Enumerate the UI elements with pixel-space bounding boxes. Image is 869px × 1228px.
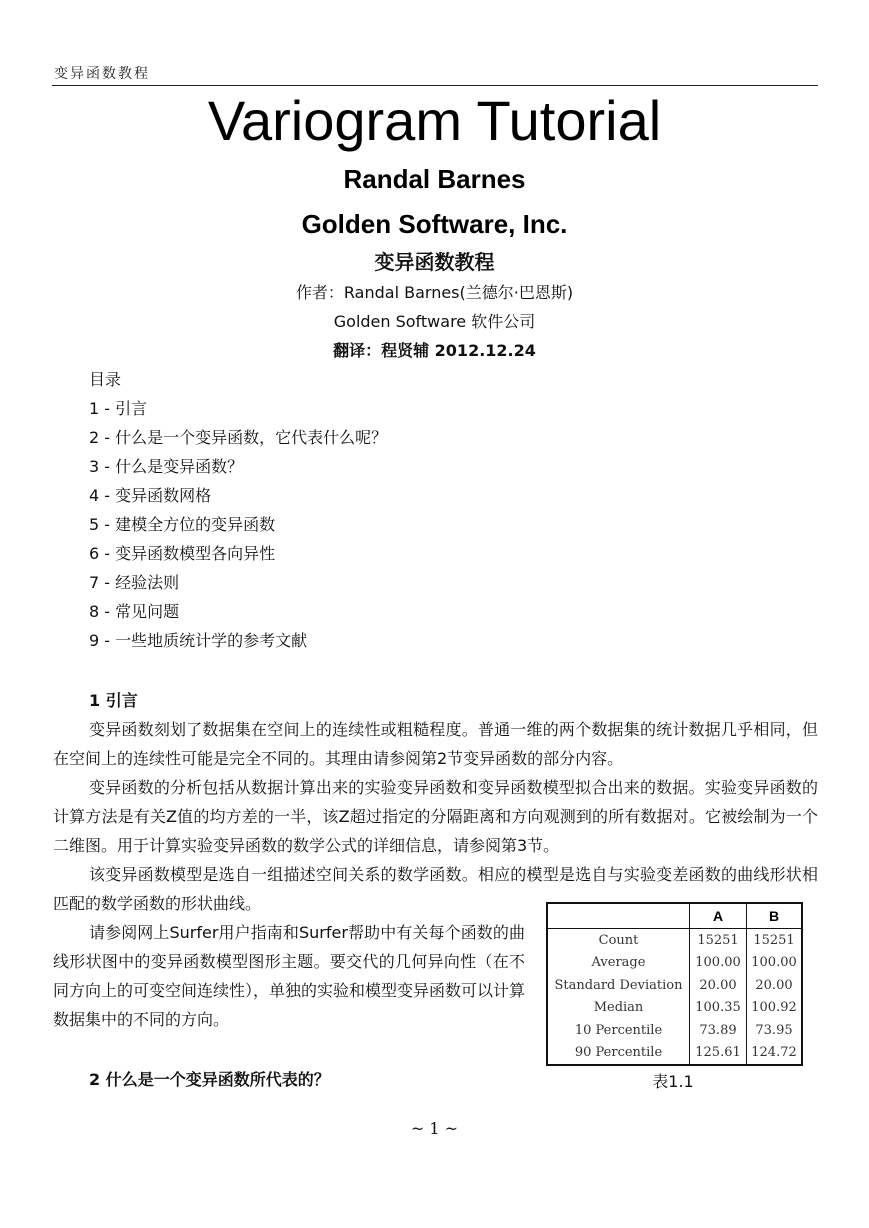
translator-line: 翻译：程贤辅 2012.12.24 (333, 341, 536, 360)
paragraph: 该变异函数模型是选自一组描述空间关系的数学函数。相应的模型是选自与实验变差函数的曲线形状相匹配的数学函数的形状曲线。 (53, 865, 818, 913)
table-cell: 15251 (690, 929, 747, 952)
company-name: Golden Software, Inc. (301, 209, 568, 239)
paragraph: 请参阅网上Surfer用户指南和Surfer帮助中有关每个函数的曲线形状图中的变异函数模型图形主题。要交代的几何异向性（在不同方向上的可变空间连续性），单独的实验和模型变异函数可以计算数据集中的不同的方向。 (53, 923, 526, 1029)
statistics-table (546, 902, 803, 1066)
table-cell: 124.72 (751, 1045, 797, 1061)
toc-item: 2 - 什么是一个变异函数，它代表什么呢？ (89, 428, 388, 447)
table-cell: Standard Deviation (547, 974, 690, 997)
table-cell: Median (547, 997, 690, 1020)
table-of-contents (89, 369, 387, 659)
author-name: Randal Barnes (343, 164, 526, 194)
toc-item: 1 - 引言 (89, 399, 148, 418)
document-title: Variogram Tutorial (207, 89, 662, 152)
table-cell: 125.61 (690, 1042, 747, 1066)
table-header-cell: B (747, 903, 803, 929)
toc-item: 6 - 变异函数模型各向异性 (89, 544, 276, 563)
toc-item: 3 - 什么是变异函数？ (89, 457, 244, 476)
toc-title: 目录 (89, 370, 122, 389)
table-row (547, 952, 802, 975)
table-cell: 15251 (753, 932, 795, 948)
toc-item: 4 - 变异函数网格 (89, 486, 212, 505)
running-header-title: 变异函数教程 (54, 66, 150, 82)
section-1-heading: 1 引言 (89, 691, 138, 710)
header-divider (52, 85, 818, 86)
toc-item: 9 - 一些地质统计学的参考文献 (89, 631, 308, 650)
table-cell: 100.00 (751, 955, 797, 971)
table-row (547, 929, 802, 952)
table-cell: 100.35 (690, 997, 747, 1020)
table-cell: 73.95 (755, 1022, 793, 1038)
table-cell: 90 Percentile (547, 1042, 690, 1066)
table-cell: Average (547, 952, 690, 975)
table-cell: Count (547, 929, 690, 952)
table-cell: 20.00 (690, 974, 747, 997)
paragraph: 变异函数的分析包括从数据计算出来的实验变异函数和变异函数模型拟合出来的数据。实验变异函数的计算方法是有关Z值的均方差的一半，该Z超过指定的分隔距离和方向观测到的所有数据对。它被绘制为一个二维图。用于计算实验变异函数的数学公式的详细信息，请参阅第3节。 (53, 778, 818, 855)
toc-item: 5 - 建模全方位的变异函数 (89, 515, 276, 534)
table-row (547, 997, 802, 1020)
table-cell: 20.00 (755, 977, 793, 993)
table-cell: 10 Percentile (547, 1019, 690, 1042)
toc-item: 8 - 常见问题 (89, 602, 180, 621)
document-title-chinese: 变异函数教程 (374, 250, 495, 274)
section-2-heading: 2 什么是一个变异函数所代表的？ (89, 1070, 330, 1089)
table-cell: 100.00 (690, 952, 747, 975)
table-header-cell: A (690, 903, 747, 929)
table-row (547, 1019, 802, 1042)
page-number: ~ 1 ~ (410, 1119, 459, 1138)
table-caption: 表1.1 (652, 1072, 694, 1091)
table-row (547, 1042, 802, 1066)
table-header-cell (547, 903, 690, 929)
table-cell: 100.92 (751, 1000, 797, 1016)
company-name-chinese: Golden Software 软件公司 (333, 312, 536, 331)
author-byline: 作者：Randal Barnes(兰德尔·巴恩斯) (295, 283, 574, 302)
table-header-row (547, 903, 802, 929)
table-cell: 73.89 (690, 1019, 747, 1042)
toc-item: 7 - 经验法则 (89, 573, 180, 592)
paragraph: 变异函数刻划了数据集在空间上的连续性或粗糙程度。普通一维的两个数据集的统计数据几乎相同，但在空间上的连续性可能是完全不同的。其理由请参阅第2节变异函数的部分内容。 (53, 720, 818, 768)
table-row (547, 974, 802, 997)
